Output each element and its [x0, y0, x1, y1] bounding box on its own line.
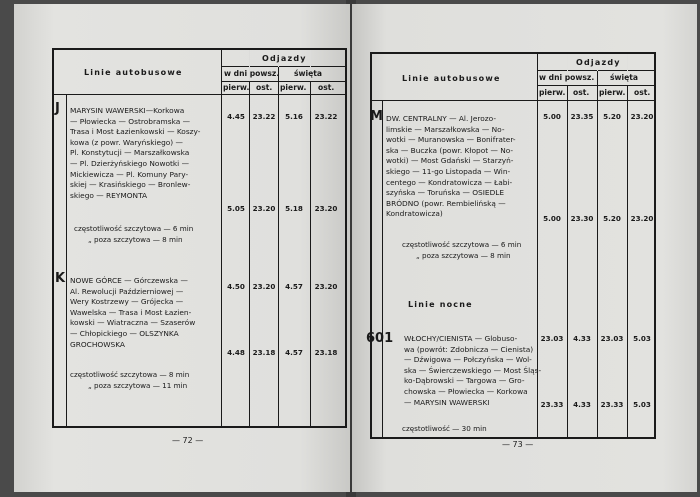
time-cell: 23.33 [540, 400, 564, 409]
header-first-holiday: pierw. [280, 83, 307, 92]
timetable-left [52, 48, 347, 428]
frequency: częstotliwość szczytowa — 6 min „ poza szczytowa — 8 min [402, 240, 522, 260]
route-letter: M [370, 109, 383, 124]
time-cell: 23.03 [540, 334, 564, 343]
header-departures: Odjazdy [262, 54, 307, 63]
right-page [352, 4, 697, 492]
time-cell: 23.20 [252, 282, 276, 291]
night-lines-title: Linie nocne [408, 300, 473, 309]
time-cell: 23.22 [314, 112, 338, 121]
header-last: ost. [573, 88, 590, 97]
time-cell: 5.16 [285, 112, 303, 121]
time-cell: 23.30 [570, 214, 594, 223]
frequency: częstotliwość szczytowa — 6 min „ poza szczytowa — 8 min [74, 224, 194, 244]
header-weekdays: w dni powsz. [539, 73, 595, 82]
time-cell: 23.22 [252, 112, 276, 121]
time-cell: 5.00 [543, 112, 561, 121]
header-first: pierw. [223, 83, 250, 92]
timetable-right [366, 52, 656, 439]
time-cell: 4.57 [285, 348, 303, 357]
time-cell: 23.20 [630, 112, 654, 121]
frequency: częstotliwość szczytowa — 8 min „ poza szczytowa — 11 min [70, 370, 190, 390]
header-departures: Odjazdy [576, 58, 621, 67]
header-title: Linie autobusowe [84, 68, 183, 77]
route-description: NOWE GÓRCE — Górczewska — Al. Rewolucji Październiowej — Wery Kostrzewy — Grójecka — Wawelska — Trasa i Most Łazien- kowski — Wiatraczna — Szaserów — Chłopickiego — OLSZYNKA GROCHOWSKA [70, 276, 196, 349]
time-cell: 5.20 [603, 214, 621, 223]
header-first: pierw. [539, 88, 566, 97]
time-cell: 4.45 [227, 112, 245, 121]
time-cell: 4.33 [573, 400, 591, 409]
time-cell: 23.20 [252, 204, 276, 213]
time-cell: 23.20 [314, 282, 338, 291]
time-cell: 23.18 [252, 348, 276, 357]
time-cell: 4.57 [285, 282, 303, 291]
time-cell: 4.33 [573, 334, 591, 343]
time-cell: 23.35 [570, 112, 594, 121]
header-title: Linie autobusowe [402, 74, 501, 83]
time-cell: 5.03 [633, 334, 651, 343]
time-cell: 4.48 [227, 348, 245, 357]
time-cell: 23.18 [314, 348, 338, 357]
time-cell: 23.20 [314, 204, 338, 213]
time-cell: 5.03 [633, 400, 651, 409]
time-cell: 23.03 [600, 334, 624, 343]
header-last-holiday: ost. [318, 83, 335, 92]
time-cell: 5.20 [603, 112, 621, 121]
time-cell: 23.20 [630, 214, 654, 223]
header-first-holiday: pierw. [599, 88, 626, 97]
route-description: WŁOCHY/CIENISTA — Globuso- wa (powrót: Zdobnicza — Cienista) — Dźwigowa — Połczyńska — Wol- ska — Świerczewskiego — Most Śląs- ko-Dąbrowski — Targowa — Gro- chowska — Płowiecka — Korkowa — MARYSIN WAWERSKI [404, 334, 542, 407]
time-cell: 5.18 [285, 204, 303, 213]
time-cell: 4.50 [227, 282, 245, 291]
time-cell: 23.33 [600, 400, 624, 409]
time-cell: 5.05 [227, 204, 245, 213]
route-letter: 601 [366, 331, 394, 346]
page-number: — 73 — [502, 440, 534, 449]
route-letter: K [55, 271, 66, 286]
route-letter: J [55, 101, 60, 116]
time-cell: 5.00 [543, 214, 561, 223]
left-page [14, 4, 350, 492]
route-description: MARYSIN WAWERSKI—Korkowa — Płowiecka — Ostrobramska — Trasa i Most Łazienkowski — Koszy- kowa (z powr. Waryńskiego) — Pl. Konstytucji — Marszałkowska — Pl. Dzierżyńskiego Nowotki — Mickiewicza — Pl. Komuny Pary- skiej — Krasińskiego — Bronlew- skiego — REYMONTA [70, 106, 201, 200]
header-last: ost. [256, 83, 273, 92]
header-weekdays: w dni powsz. [224, 69, 280, 78]
frequency: częstotliwość — 30 min [402, 424, 487, 433]
route-description: DW. CENTRALNY — Al. Jerozo- limskie — Marszałkowska — No- wotki — Muranowska — Bonifrater- ska — Buczka (powr. Kłopot — No- wotki) — Most Gdański — Starzyń- skiego — 11-go Listopada — Win- centego — Kondratowicza — Łabi- szyńska — Toruńska — OSIEDLE BRÓDNO (powr. Rembielińską — Kondratowicza) [386, 114, 516, 219]
page-number: — 72 — [172, 436, 204, 445]
header-holidays: święta [294, 69, 323, 78]
header-last-holiday: ost. [634, 88, 651, 97]
header-holidays: święta [610, 73, 639, 82]
